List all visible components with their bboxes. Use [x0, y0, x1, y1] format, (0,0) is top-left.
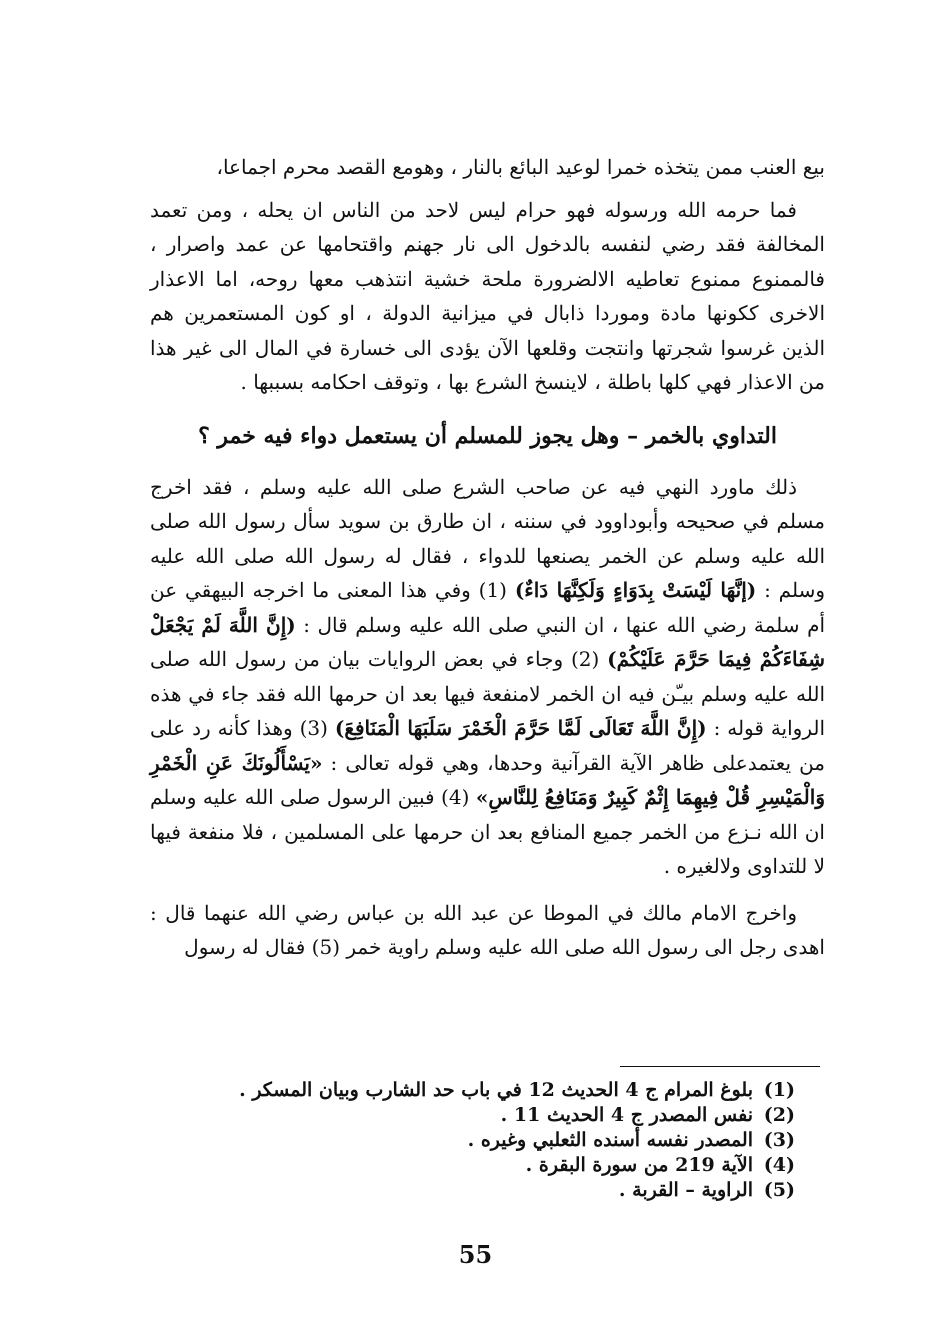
- footnote-number: (3): [763, 1129, 795, 1151]
- paragraph-3-text-d: (3) وهذا كأنه رد على من يعتمدعلى ظاهر الآية القرآنية وحدها، وهي قوله تعالى :: [150, 716, 826, 775]
- footnote-5: [170, 1178, 795, 1203]
- section-heading: التداوي بالخمر – وهل يجوز للمسلم أن يستعمل دواء فيه خمر ؟: [198, 422, 777, 449]
- paragraph-3-text-c: (2) وجاء في بعض الروايات بيان من رسول الله صلى الله عليه وسلم بيـّن فيه ان الخمر لامنفعة فيها بعد ان حرمها الله فقد جاء في هذه الرواية قوله :: [150, 647, 826, 740]
- footnote-3: [170, 1128, 795, 1153]
- quran-verse-quote: «يَسْأَلُونَكَ عَنِ الْخَمْرِ وَالْمَيْسِرِ قُلْ فِيهِمَا إِثْمٌ كَبِيرٌ وَمَنَافِعُ لِلنَّاسِ»: [150, 750, 825, 809]
- paragraph-3-text-e: (4) فبين الرسول صلى الله عليه وسلم ان الله نـزع من الخمر جميع المنافع بعد ان حرمها على المسلمين ، فلا منفعة فيها لا للتداوى ولالغيره .: [150, 785, 825, 878]
- footnote-1: [170, 1078, 795, 1103]
- footnote-text: المصدر نفسه أسنده الثعلبي وغيره .: [467, 1129, 753, 1151]
- footnote-2: [170, 1103, 795, 1128]
- footnote-number: (5): [763, 1179, 795, 1201]
- footnote-number: (4): [763, 1154, 795, 1176]
- paragraph-3-text-b: (1) وفي هذا المعنى ما اخرجه البيهقي عن أم سلمة رضي الله عنها ، ان النبي صلى الله عليه وسلم قال :: [150, 578, 826, 637]
- footnote-text: نفس المصدر ج 4 الحديث 11 .: [500, 1104, 753, 1126]
- footnote-divider: [620, 1066, 820, 1067]
- hadith-quote-3: (إِنَّ اللَّهَ تَعَالَى لَمَّا حَرَّمَ الْخَمْرَ سَلَبَهَا الْمَنَافِعَ): [334, 716, 707, 740]
- footnote-text: بلوغ المرام ج 4 الحديث 12 في باب حد الشارب وبيان المسكر .: [239, 1079, 753, 1101]
- footnotes: [170, 1078, 795, 1203]
- page-number: 55: [458, 1240, 493, 1269]
- footnote-4: [170, 1153, 795, 1178]
- hadith-quote-2: (إِنَّ اللَّهَ لَمْ يَجْعَلْ شِفَاءَكُمْ فِيمَا حَرَّمَ عَلَيْكُمْ): [150, 612, 825, 671]
- paragraph-4: واخرج الامام مالك في الموطا عن عبد الله بن عباس رضي الله عنهما قال : اهدى رجل الى رسول الله صلى الله عليه وسلم راوية خمر (5) فقال له رسول: [150, 900, 825, 959]
- footnote-number: (1): [763, 1079, 795, 1101]
- footnote-text: الآية 219 من سورة البقرة .: [525, 1154, 753, 1176]
- footnote-number: (2): [763, 1104, 795, 1126]
- paragraph-3: [150, 470, 825, 884]
- page-body: [150, 150, 825, 965]
- hadith-quote-1: (إنَّهَا لَيْسَتْ بِدَوَاءٍ وَلَكِنَّهَا دَاءٌ): [514, 578, 757, 602]
- paragraph-1: بيع العنب ممن يتخذه خمرا لوعيد البائع بالنار ، وهومع القصد محرم اجماعا،: [216, 155, 825, 179]
- paragraph-2: فما حرمه الله ورسوله فهو حرام ليس لاحد من الناس ان يحله ، ومن تعمد المخالفة فقد رضي لنفسه بالدخول الى نار جهنم واقتحامها عن عمد واصرار ، فالممنوع ممنوع تعاطيه الالضرورة ملحة خشية انتذهب معها روحه، اما الاعذار الاخرى ككونها مادة وموردا ذابال في ميزانية الدولة ، او كون المستعمرين هم الذين غرسوا شجرتها وانتجت وقلعها الآن يؤدى الى خسارة في المال الى غير هذا من الاعذار فهي كلها باطلة ، لاينسخ الشرع بها ، وتوقف احكامه بسببها .: [150, 197, 825, 394]
- paragraph-3-text-a: ذلك ماورد النهي فيه عن صاحب الشرع صلى الله عليه وسلم ، فقد اخرج مسلم في صحيحه وأبوداوود في سننه ، ان طارق بن سويد سأل رسول الله صلى الله عليه وسلم عن الخمر يصنعها للدواء ، فقال له رسول الله صلى الله عليه وسلم :: [150, 474, 826, 602]
- footnote-text: الراوية – القربة .: [618, 1179, 753, 1201]
